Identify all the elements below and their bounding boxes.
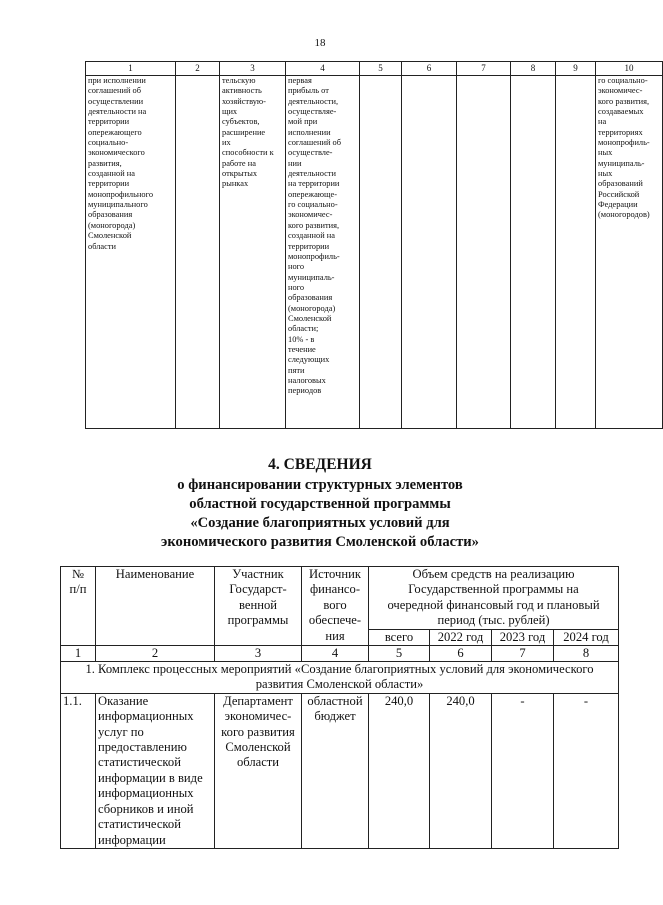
header-year: 2024 год: [554, 629, 619, 645]
table-cell: го социально- экономичес- кого развития, создаваемых на территориях монопрофиль- ных муниципаль- ных образований Российской Федерации (моногородов): [596, 76, 663, 429]
column-number: 5: [360, 62, 402, 76]
column-number: 2: [96, 646, 215, 662]
row-source: областной бюджет: [302, 693, 369, 848]
section-row-label: 1. Комплекс процессных мероприятий «Создание благоприятных условий для экономического развития Смоленской области»: [61, 662, 619, 694]
column-number: 10: [596, 62, 663, 76]
table-cell: [360, 76, 402, 429]
row-2023: -: [492, 693, 554, 848]
subtitle-line: о финансировании структурных элементов: [177, 477, 463, 493]
column-number-row: [61, 646, 619, 662]
section-row: [61, 662, 619, 694]
continued-program-table: [85, 61, 663, 429]
table-row: [86, 76, 663, 429]
table-cell: тельскую активность хозяйствую- щих субъектов, расширение их способности к работе на открытых рынках: [220, 76, 286, 429]
financing-table: [60, 566, 619, 849]
column-number: 5: [369, 646, 430, 662]
column-number: 2: [176, 62, 220, 76]
column-number: 6: [430, 646, 492, 662]
header-num: № п/п: [61, 567, 96, 646]
subtitle-line: «Создание благоприятных условий для: [190, 515, 450, 531]
table-cell: [556, 76, 596, 429]
column-number: 8: [511, 62, 556, 76]
column-number: 1: [86, 62, 176, 76]
row-2024: -: [554, 693, 619, 848]
column-number: 8: [554, 646, 619, 662]
page-number: 18: [314, 37, 326, 49]
column-number: 3: [220, 62, 286, 76]
section-title: 4. СВЕДЕНИЯ: [268, 456, 372, 473]
table-header-row: [61, 567, 619, 630]
subtitle-line: экономического развития Смоленской области»: [161, 534, 479, 550]
column-number: 6: [402, 62, 457, 76]
column-number: 9: [556, 62, 596, 76]
row-name: Оказание информационных услуг по предоставлению статистической информации в виде информационных сборников и иной статистической информации: [96, 693, 215, 848]
table-cell: при исполнении соглашений об осуществлении деятельности на территории опережающего социально- экономического развития, созданной на территории монопрофильного муниципального образования (моногорода) Смоленской области: [86, 76, 176, 429]
row-total: 240,0: [369, 693, 430, 848]
table-cell: [457, 76, 511, 429]
column-number: 4: [286, 62, 360, 76]
table-cell: первая прибыль от деятельности, осуществляе- мой при исполнении соглашений об осуществле- нии деятельности на территории опережающе- го социально- экономичес- кого развития, созданной на территории монопрофиль- ного муниципаль- ного образования (моногорода) Смоленской области; 10% - в течение следующих пяти налоговых периодов: [286, 76, 360, 429]
section-subtitle: [0, 476, 640, 552]
table-cell: [402, 76, 457, 429]
header-total: всего: [369, 629, 430, 645]
table-cell: [511, 76, 556, 429]
table-row: [61, 693, 619, 848]
row-participant: Департамент экономичес- кого развития Смоленской области: [215, 693, 302, 848]
column-number: 7: [492, 646, 554, 662]
header-volume: Объем средств на реализацию Государственной программы на очередной финансовый год и плановый период (тыс. рублей): [369, 567, 619, 630]
column-number: 3: [215, 646, 302, 662]
table-header-row: [86, 62, 663, 76]
subtitle-line: областной государственной программы: [189, 496, 451, 512]
row-2022: 240,0: [430, 693, 492, 848]
column-number: 4: [302, 646, 369, 662]
header-participant: Участник Государст- венной программы: [215, 567, 302, 646]
table-cell: [176, 76, 220, 429]
header-year: 2022 год: [430, 629, 492, 645]
column-number: 7: [457, 62, 511, 76]
header-source: Источник финансо- вого обеспече- ния: [302, 567, 369, 646]
header-year: 2023 год: [492, 629, 554, 645]
header-name: Наименование: [96, 567, 215, 646]
column-number: 1: [61, 646, 96, 662]
row-number: 1.1.: [61, 693, 96, 848]
